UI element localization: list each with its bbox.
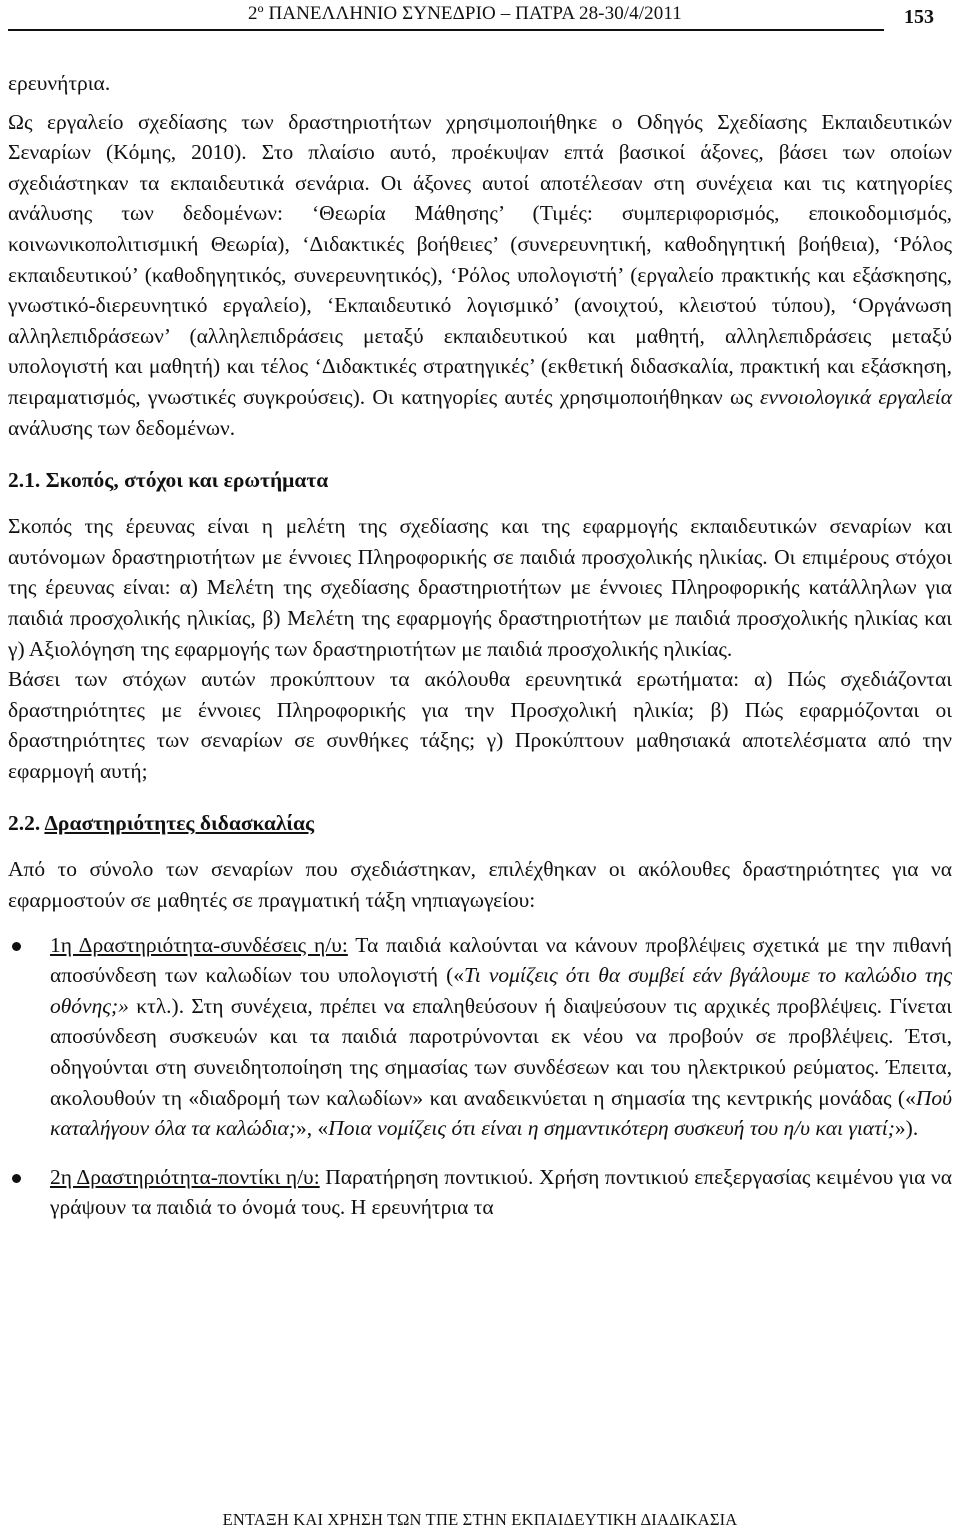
section-title: Σκοπός, στόχοι και ερωτήματα — [45, 468, 329, 493]
section-heading-2-2 — [8, 808, 952, 838]
activity-title: 1η Δραστηριότητα-συνδέσεις η/υ: — [50, 932, 348, 957]
activities-list — [8, 930, 952, 1223]
paragraph-research-questions: Βάσει των στόχων αυτών προκύπτουν τα ακόλουθα ερευνητικά ερωτήματα: α) Πώς σχεδιάζονται δραστηριότητες με έννοιες Πληροφορικής για την Προσχολική ηλικία; β) Πώς εφαρμόζονται οι δραστηριότητες των σεναρίων σε συνθήκες τάξης; γ) Προκύπτουν μαθησιακά αποτελέσματα από την εφαρμογή αυτή; — [8, 667, 952, 783]
paragraph-emphasis: εννοιολογικά εργαλεία — [759, 384, 953, 409]
activity-text: Παρατήρηση ποντικιού. Χρήση ποντικιού επεξεργασίας κειμένου για να γράψουν τα παιδιά το όνομά τους. Η ερευνήτρια τα — [50, 1164, 953, 1220]
activity-text: κτλ.). Στη συνέχεια, πρέπει να επαληθεύσουν ή διαψεύσουν τις αρχικές προβλέψεις. Γίνεται αποσύνδεση συσκευών και τα παιδιά παροτρύνονται εκ νέου να προβούν σε προβλέψεις. Έτσι, οδηγούνται στη συνειδητοποίηση της σημασίας των συνδέσεων και του ηλεκτρικού ρεύματος. Έπειτα, ακολουθούν τη «διαδρομή των καλωδίων» και αναδεικνύεται η σημασία της κεντρικής μονάδας (« — [50, 993, 952, 1110]
section-number: 2.2. — [8, 811, 41, 836]
document-body — [8, 68, 952, 1241]
page-number: 153 — [904, 6, 934, 28]
paragraph-aims: Σκοπός της έρευνας είναι η μελέτη της σχεδίασης και της εφαρμογής εκπαιδευτικών σεναρίων και αυτόνομων δραστηριοτήτων με έννοιες Πληροφορικής σε παιδιά προσχολικής ηλικίας. Οι επιμέρους στόχοι της έρευνας είναι: α) Μελέτη της σχεδίασης δραστηριοτήτων με έννοιες Πληροφορικής κατάλληλων για παιδιά προσχολικής ηλικίας, β) Μελέτη της εφαρμογής δραστηριοτήτων με παιδιά προσχολικής ηλικίας και γ) Αξιολόγηση της εφαρμογής των δραστηριοτήτων με παιδιά προσχολικής ηλικίας. — [8, 514, 952, 661]
bullet-icon — [12, 1174, 21, 1183]
list-item — [8, 1162, 952, 1223]
conference-title: 2º ΠΑΝΕΛΛΗΝΙΟ ΣΥΝΕΔΡΙΟ – ΠΑΤΡΑ 28-30/4/2011 — [248, 3, 682, 24]
section-number: 2.1. — [8, 468, 41, 493]
activity-title: 2η Δραστηριότητα-ποντίκι η/υ: — [50, 1164, 320, 1189]
activity-quote: Τι νομίζεις ότι θα συμβεί εάν βγάλουμε το καλώδιο της οθόνης;» — [50, 963, 952, 1018]
paragraph-continuation: ερευνήτρια. — [8, 71, 111, 95]
page-footer: ΕΝΤΑΞΗ ΚΑΙ ΧΡΗΣΗ ΤΩΝ ΤΠΕ ΣΤΗΝ ΕΚΠΑΙΔΕΥΤΙΚΗ ΔΙΑΔΙΚΑΣΙΑ — [222, 1510, 738, 1529]
paragraph-text: Ως εργαλείο σχεδίασης των δραστηριοτήτων χρησιμοποιήθηκε ο Οδηγός Σχεδίασης Εκπαιδευτικών Σεναρίων (Κόμης, 2010). Στο πλαίσιο αυτό, προέκυψαν επτά βασικοί άξονες, βάσει των οποίων σχεδιάστηκαν τα εκπαιδευτικά σενάρια. Οι άξονες αυτοί αποτέλεσαν στη συνέχεια και τις κατηγορίες ανάλυσης των δεδομένων: ‘Θεωρία Μάθησης’ (Τιμές: συμπεριφορισμός, εποικοδομισμός, κοινωνικοπολιτισμική Θεωρία), ‘Διδακτικές βοήθειες’ (συνερευνητική, καθοδηγητική βοήθεια), ‘Ρόλος εκπαιδευτικού’ (καθοδηγητικός, συνερευνητικός), ‘Ρόλος υπολογιστή’ (εργαλείο πρακτικής και εξάσκησης, γνωστικό-διερευνητικό εργαλείο), ‘Εκπαιδευτικό λογισμικό’ (ανοιχτού, κλειστού τύπου), ‘Οργάνωση αλληλεπιδράσεων’ (αλληλεπιδράσεις μεταξύ εκπαιδευτικού και μαθητή, αλληλεπιδράσεις μεταξύ υπολογιστή και μαθητή) και τέλος ‘Διδακτικές στρατηγικές’ (εκθετική διδασκαλία, πρακτική και εξάσκηση, πειραματισμός, γνωστικές συγκρούσεις). Οι κατηγορίες αυτές χρησιμοποιήθηκαν ως — [8, 109, 952, 409]
bullet-icon — [12, 942, 21, 951]
activity-text: », « — [295, 1116, 329, 1141]
paragraph-design-tool — [8, 107, 952, 444]
page-header — [0, 0, 960, 50]
activity-quote: Πού καταλήγουν όλα τα καλώδια; — [50, 1085, 952, 1141]
activity-quote: Ποια νομίζεις ότι είναι η σημαντικότερη συσκευή του η/υ και γιατί; — [328, 1116, 895, 1141]
section-title: Δραστηριότητες διδασκαλίας — [44, 811, 315, 836]
activity-text: Τα παιδιά καλούνται να κάνουν προβλέψεις σχετικά με την πιθανή αποσύνδεση των καλωδίων του υπολογιστή (« — [50, 932, 952, 988]
section-heading-2-1 — [8, 465, 952, 495]
activity-text: »). — [894, 1116, 919, 1141]
header-rule — [8, 29, 884, 31]
list-item — [8, 930, 952, 1144]
paragraph-activities-intro: Από το σύνολο των σεναρίων που σχεδιάστηκαν, επιλέχθηκαν οι ακόλουθες δραστηριότητες για να εφαρμοστούν σε μαθητές σε πραγματική τάξη νηπιαγωγείου: — [8, 857, 952, 913]
paragraph-text: ανάλυσης των δεδομένων. — [8, 415, 236, 440]
